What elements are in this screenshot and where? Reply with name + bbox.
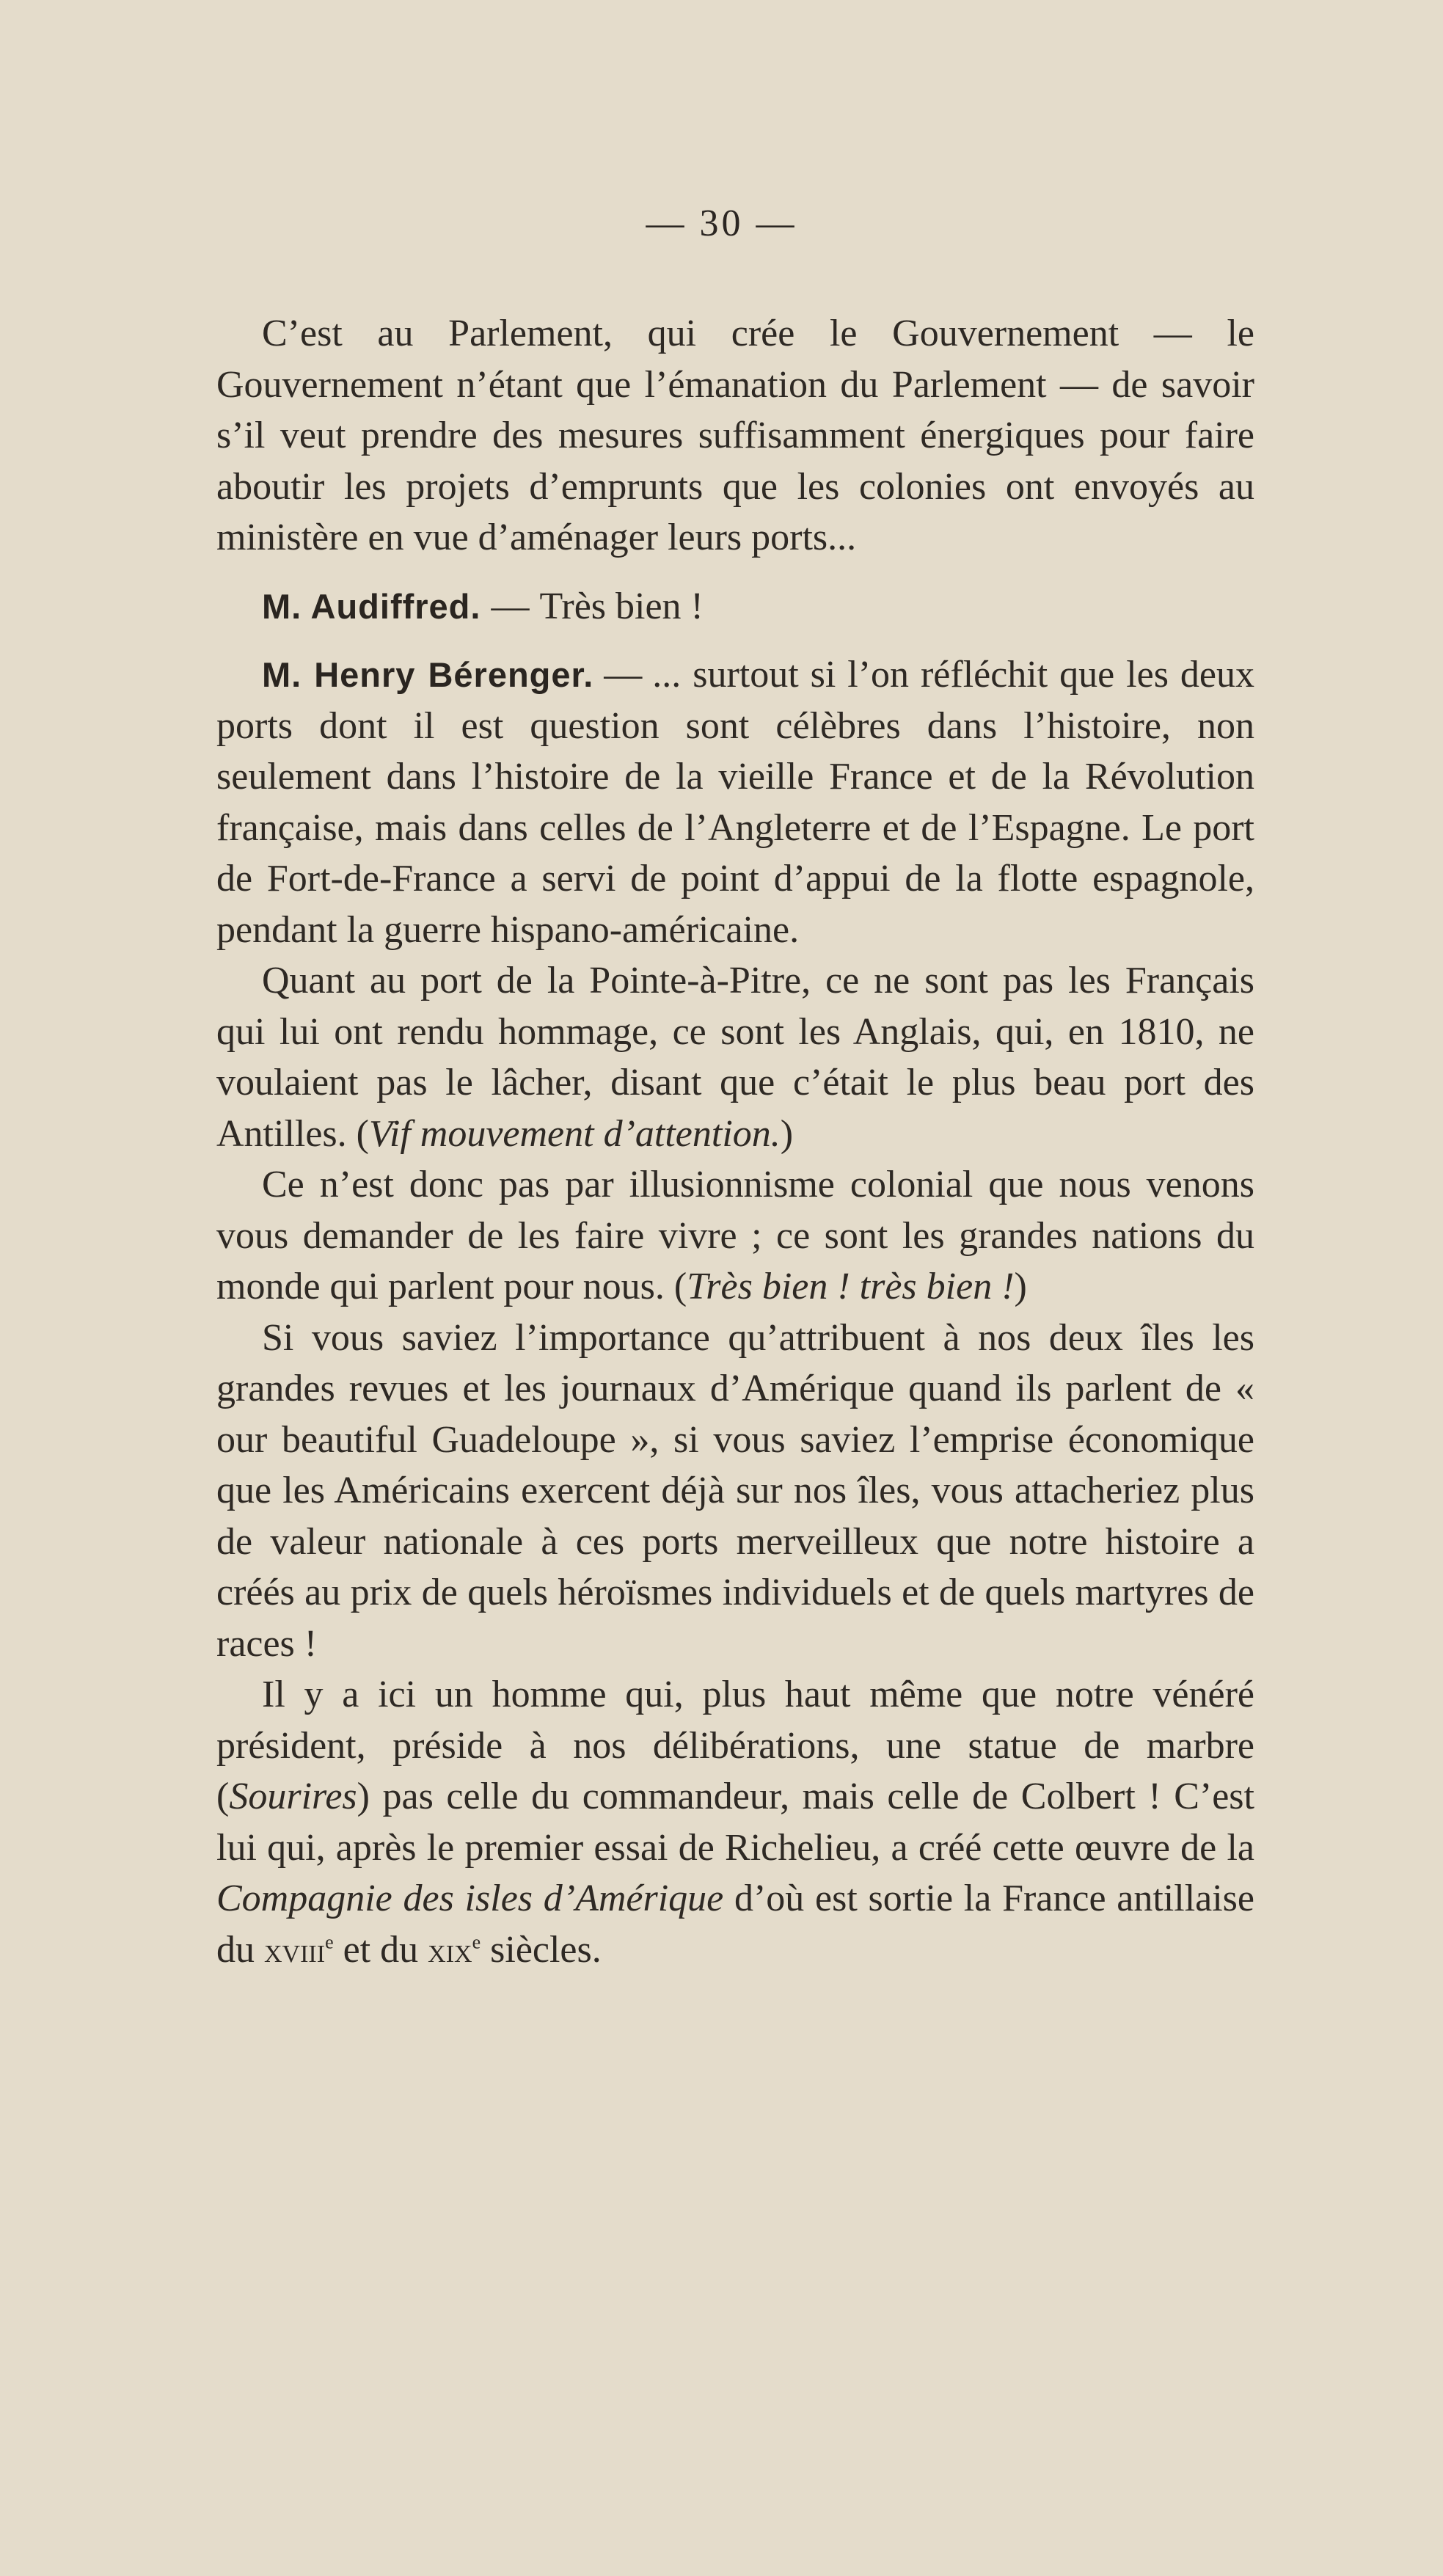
century-19: xix	[428, 1930, 472, 1970]
page-number: — 30 —	[646, 202, 797, 244]
paren-close: )	[780, 1112, 794, 1155]
paragraph-6-text-e: siècles.	[481, 1928, 602, 1971]
paragraph-3-text: Quant au port de la Pointe-à-Pitre, ce ne sont pas les Français qui lui ont rendu hommage, ce sont les Anglais, qui, en 1810, ne voulaient pas le lâcher, disant que c’était le plus beau port des Antilles. (	[216, 960, 1254, 1155]
dash-separator: —	[491, 585, 530, 627]
paragraph-4-text: Ce n’est donc pas par illusionnisme colonial que nous venons vous demander de les faire vivre ; ce sont les grandes nations du monde qui parlent pour nous. (	[216, 1164, 1254, 1307]
paren-close: )	[1014, 1266, 1027, 1307]
paragraph-6-text-c: d’où est sortie la France antillaise du	[216, 1878, 1254, 1971]
paragraph-3	[216, 955, 1254, 1159]
century-suffix: e	[325, 1931, 334, 1953]
paragraph-6	[216, 1669, 1254, 1976]
speech-berenger	[216, 649, 1254, 955]
body-text	[216, 308, 1254, 1976]
company-name: Compagnie des isles d’Amérique	[216, 1878, 724, 1919]
speaker-berenger: M. Henry Bérenger.	[262, 655, 594, 694]
paragraph-5: Si vous saviez l’importance qu’attribuent à nos deux îles les grandes revues et les journaux d’Amérique quand ils parlent de « our beautiful Guadeloupe », si vous saviez l’emprise économique que les Américains exercent déjà sur nos îles, vous attacheriez plus de valeur nationale à ces ports merveilleux que notre histoire a créés au prix de quels héroïsmes individuels et de quels martyres de races !	[216, 1316, 1254, 1665]
century-18: xviii	[264, 1930, 326, 1970]
reply-text: Très bien !	[539, 585, 704, 627]
dash-separator: —	[604, 654, 643, 696]
paragraph-2: ... surtout si l’on réfléchit que les deux ports dont il est question sont célèbres dans l’histoire, non seulement dans l’histoire de la vieille France et de la Révolution française, mais dans celles de l’Angleterre et de l’Espagne. Le port de Fort-de-France a servi de point d’appui de la flotte espagnole, pendant la guerre hispano-américaine.	[216, 654, 1254, 951]
paragraph-6-text-b: ) pas celle du commandeur, mais celle de Colbert ! C’est lui qui, après le premier essai de Richelieu, a créé cette œuvre de la	[216, 1776, 1254, 1869]
speaker-audiffred: M. Audiffred.	[262, 586, 481, 626]
paragraph-6-text-a: Il y a ici un homme qui, plus haut même que notre vénéré président, préside à nos délibérations, une statue de marbre (	[216, 1674, 1254, 1817]
century-suffix: e	[472, 1931, 481, 1953]
stage-direction: Vif mouvement d’attention.	[368, 1112, 781, 1155]
stage-direction: Sourires	[229, 1776, 357, 1817]
stage-direction: Très bien ! très bien !	[687, 1266, 1015, 1307]
paragraph-4	[216, 1159, 1254, 1313]
paragraph-6-text-d: et du	[333, 1928, 428, 1971]
paragraph-1: C’est au Parlement, qui crée le Gouvernement — le Gouvernement n’étant que l’émanation du Parlement — de savoir s’il veut prendre des mesures suffisamment énergiques pour faire aboutir les projets d’emprunts que les colonies ont envoyés au ministère en vue d’aménager leurs ports...	[216, 313, 1254, 558]
speech-audiffred	[216, 581, 1254, 632]
